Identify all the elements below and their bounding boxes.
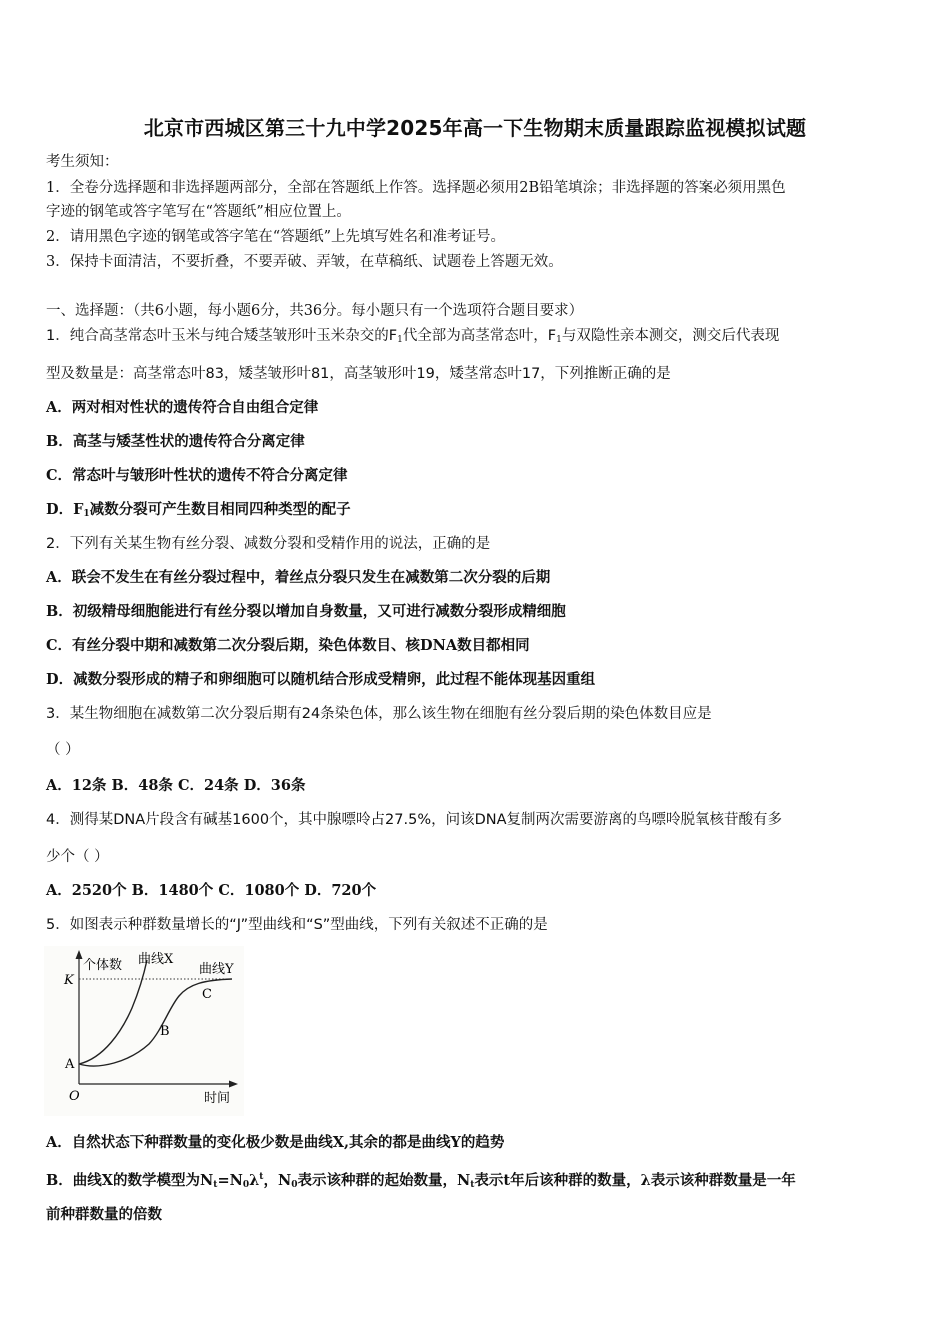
- k-label: K: [64, 973, 74, 988]
- q2-option-b: B．初级精母细胞能进行有丝分裂以增加自身数量，又可进行减数分裂形成精细胞: [46, 603, 566, 620]
- q5-option-b-pre: B．曲线X的数学模型为N: [46, 1172, 214, 1189]
- q1-option-c: C．常态叶与皱形叶性状的遗传不符合分离定律: [46, 467, 348, 484]
- q3-options: A．12条 B．48条 C．24条 D．36条: [46, 777, 306, 794]
- q5-option-b-mid1: ，N: [263, 1172, 292, 1189]
- q1-sub-2: 1: [556, 335, 562, 345]
- q2-option-d: D．减数分裂形成的精子和卵细胞可以随机结合形成受精卵，此过程不能体现基因重组: [46, 671, 596, 688]
- point-b-label: B: [160, 1024, 170, 1039]
- q4-options: A．2520个 B．1480个 C．1080个 D．720个: [46, 882, 377, 899]
- q1-option-b: B．高茎与矮茎性状的遗传符合分离定律: [46, 433, 305, 450]
- q5-option-b-post: 表示t年后该种群的数量，λ表示该种群数量是一年: [474, 1172, 796, 1189]
- q5-stem: 5．如图表示种群数量增长的“J”型曲线和“S”型曲线，下列有关叙述不正确的是: [46, 917, 548, 933]
- q1-option-d-post: 减数分裂可产生数目相同四种类型的配子: [89, 501, 351, 518]
- q5-option-b: [46, 1167, 906, 1195]
- notice-item-3: 3．保持卡面清洁，不要折叠，不要弄破、弄皱，在草稿纸、试题卷上答题无效。: [46, 254, 563, 270]
- q2-stem: 2．下列有关某生物有丝分裂、减数分裂和受精作用的说法，正确的是: [46, 536, 491, 552]
- q5-sub-02: 0: [291, 1180, 298, 1190]
- notice-item-2: 2．请用黑色字迹的钢笔或答字笔在“答题纸”上先填写姓名和准考证号。: [46, 229, 506, 245]
- q5-sub-t1: t: [213, 1180, 218, 1190]
- q5-option-b-cont: 前种群数量的倍数: [46, 1206, 162, 1223]
- notice-item-1: 1．全卷分选择题和非选择题两部分，全部在答题纸上作答。选择题必须用2B铅笔填涂；非选择题的答案必须用黑色: [46, 180, 786, 196]
- point-c-label: C: [202, 987, 212, 1002]
- population-growth-figure: [44, 946, 244, 1116]
- section-heading: 一、选择题：（共6小题，每小题6分，共36分。每小题只有一个选项符合题目要求）: [46, 303, 584, 319]
- q1-stem-line2: 型及数量是：高茎常态叶83，矮茎皱形叶81，高茎皱形叶19，矮茎常态叶17，下列推断正确的是: [46, 366, 671, 382]
- q4-stem-cont: 少个（ ）: [46, 849, 109, 865]
- q1-stem-post: 与双隐性亲本测交，测交后代表现: [561, 328, 780, 344]
- q5-option-b-mid2: 表示该种群的起始数量，N: [297, 1172, 471, 1189]
- curve-x-label: 曲线X: [138, 952, 174, 967]
- q1-stem-line1: [46, 326, 906, 350]
- notice-heading: 考生须知：: [46, 154, 119, 170]
- q2-option-a: A．联会不发生在有丝分裂过程中，着丝点分裂只发生在减数第二次分裂的后期: [46, 569, 551, 586]
- point-a-label: A: [65, 1057, 75, 1072]
- q3-answer-paren: （ ）: [46, 742, 80, 758]
- q4-stem: 4．测得某DNA片段含有碱基1600个，其中腺嘌呤占27.5%，问该DNA复制两次需要游离的鸟嘌呤脱氧核苷酸有多: [46, 812, 783, 828]
- q5-lambda: λ: [249, 1172, 260, 1189]
- q5-sub-01: 0: [242, 1180, 250, 1190]
- q1-stem-mid: 代全部为高茎常态叶，F: [402, 328, 557, 344]
- q2-option-c: C．有丝分裂中期和减数第二次分裂后期，染色体数目、核DNA数目都相同: [46, 637, 530, 654]
- page-title: 北京市西城区第三十九中学2025年高一下生物期末质量跟踪监视模拟试题: [143, 116, 807, 140]
- q1-sub-1: 1: [397, 335, 403, 345]
- q1-option-d: [46, 500, 906, 524]
- q5-sub-t3: t: [470, 1180, 475, 1190]
- q1-option-d-sub: 1: [83, 509, 90, 519]
- q5-option-b-eq: =N: [217, 1172, 243, 1189]
- q1-stem-pre: 1．纯合高茎常态叶玉米与纯合矮茎皱形叶玉米杂交的F: [46, 328, 398, 344]
- q3-stem: 3．某生物细胞在减数第二次分裂后期有24条染色体，那么该生物在细胞有丝分裂后期的染色体数目应是: [46, 706, 712, 722]
- x-axis-label: 时间: [204, 1091, 231, 1106]
- curve-y-label: 曲线Y: [199, 962, 234, 977]
- y-axis-label: 个体数: [83, 958, 123, 973]
- origin-label: O: [69, 1089, 80, 1104]
- q5-sup-t2: t: [259, 1172, 264, 1182]
- q1-option-d-pre: D．F: [46, 501, 84, 518]
- q5-option-a: A．自然状态下种群数量的变化极少数是曲线X,其余的都是曲线Y的趋势: [46, 1134, 505, 1151]
- notice-item-1-cont: 字迹的钢笔或答字笔写在“答题纸”相应位置上。: [46, 204, 351, 220]
- q1-option-a: A．两对相对性状的遗传符合自由组合定律: [46, 399, 319, 416]
